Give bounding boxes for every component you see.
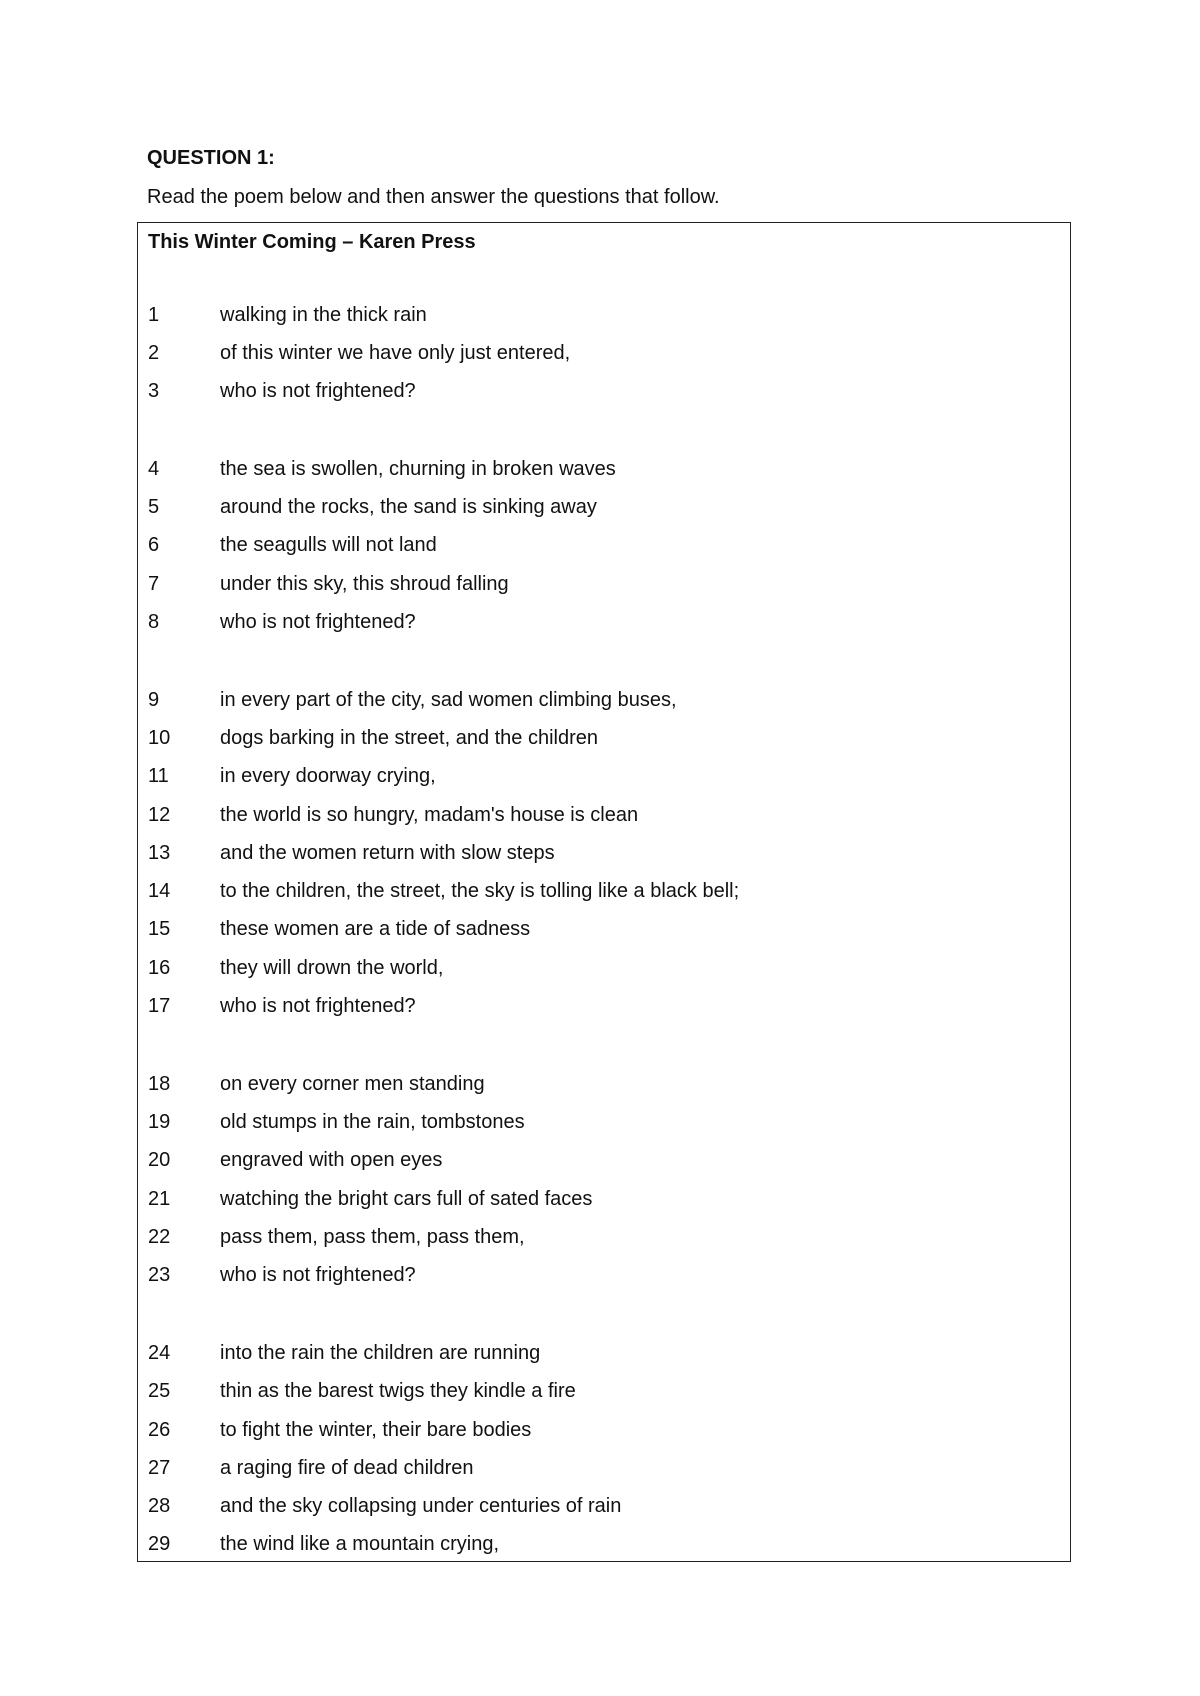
line-text: dogs barking in the street, and the children	[220, 727, 599, 749]
line-text: thin as the barest twigs they kindle a fire	[220, 1380, 576, 1402]
line-number: 25	[148, 1380, 171, 1402]
line-number: 27	[148, 1457, 171, 1479]
line-text: the wind like a mountain crying,	[220, 1533, 500, 1555]
line-text: the world is so hungry, madam's house is clean	[220, 804, 639, 826]
line-number: 10	[148, 727, 171, 749]
line-text: around the rocks, the sand is sinking away	[220, 496, 597, 518]
line-text: under this sky, this shroud falling	[220, 573, 509, 595]
poem-box	[137, 222, 1071, 1562]
line-text: who is not frightened?	[220, 380, 416, 402]
line-number: 11	[148, 765, 169, 787]
line-number: 1	[148, 304, 160, 326]
line-number: 8	[148, 611, 160, 633]
poem-title: This Winter Coming – Karen Press	[148, 231, 476, 253]
line-number: 23	[148, 1264, 171, 1286]
line-text: in every doorway crying,	[220, 765, 436, 787]
line-text: and the sky collapsing under centuries of rain	[220, 1495, 622, 1517]
line-number: 24	[148, 1342, 171, 1364]
line-number: 17	[148, 995, 171, 1017]
line-number: 20	[148, 1149, 171, 1171]
line-text: on every corner men standing	[220, 1073, 485, 1095]
line-number: 18	[148, 1073, 171, 1095]
line-number: 6	[148, 534, 160, 556]
line-text: into the rain the children are running	[220, 1342, 541, 1364]
line-text: the seagulls will not land	[220, 534, 437, 556]
line-number: 28	[148, 1495, 171, 1517]
line-number: 4	[148, 458, 160, 480]
line-text: a raging fire of dead children	[220, 1457, 474, 1479]
line-number: 21	[148, 1188, 171, 1210]
line-text: watching the bright cars full of sated faces	[220, 1188, 593, 1210]
line-text: to fight the winter, their bare bodies	[220, 1419, 532, 1441]
line-text: these women are a tide of sadness	[220, 918, 531, 940]
line-number: 7	[148, 573, 160, 595]
line-number: 3	[148, 380, 160, 402]
line-number: 5	[148, 496, 160, 518]
line-text: to the children, the street, the sky is tolling like a black bell;	[220, 880, 740, 902]
line-text: of this winter we have only just entered,	[220, 342, 571, 364]
line-number: 13	[148, 842, 171, 864]
line-text: they will drown the world,	[220, 957, 444, 979]
line-number: 15	[148, 918, 171, 940]
line-number: 16	[148, 957, 171, 979]
line-number: 19	[148, 1111, 171, 1133]
line-text: old stumps in the rain, tombstones	[220, 1111, 525, 1133]
line-text: in every part of the city, sad women climbing buses,	[220, 689, 677, 711]
line-number: 22	[148, 1226, 171, 1248]
question-instruction: Read the poem below and then answer the questions that follow.	[147, 186, 720, 208]
line-number: 9	[148, 689, 160, 711]
line-text: walking in the thick rain	[220, 304, 427, 326]
line-number: 29	[148, 1533, 171, 1555]
line-text: who is not frightened?	[220, 611, 416, 633]
line-number: 12	[148, 804, 171, 826]
line-text: engraved with open eyes	[220, 1149, 443, 1171]
line-text: who is not frightened?	[220, 995, 416, 1017]
line-text: the sea is swollen, churning in broken waves	[220, 458, 616, 480]
line-text: who is not frightened?	[220, 1264, 416, 1286]
line-text: pass them, pass them, pass them,	[220, 1226, 525, 1248]
line-number: 26	[148, 1419, 171, 1441]
line-number: 2	[148, 342, 160, 364]
line-number: 14	[148, 880, 171, 902]
question-heading: QUESTION 1:	[147, 147, 275, 169]
line-text: and the women return with slow steps	[220, 842, 555, 864]
